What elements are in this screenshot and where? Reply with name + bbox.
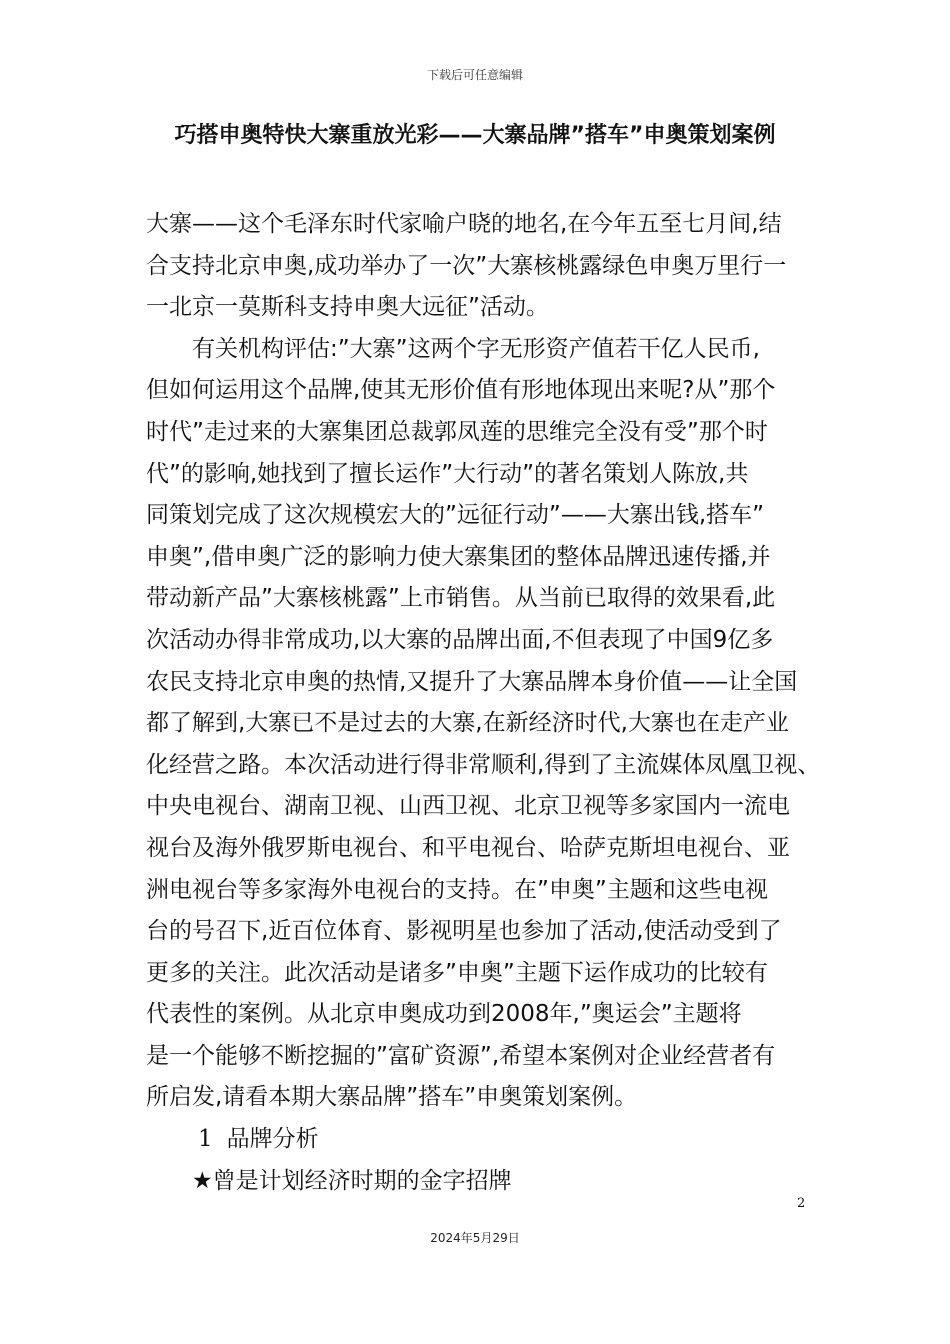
text-line: 视台及海外俄罗斯电视台、和平电视台、哈萨克斯坦电视台、亚 — [146, 834, 790, 861]
text-line: 同策划完成了这次规模宏大的”远征行动”——大寨出钱,搭车” — [146, 502, 765, 529]
page-footer-date: 2024年5月29日 — [430, 1231, 520, 1245]
text-line: 洲电视台等多家海外电视台的支持。在”申奥”主题和这些电视 — [146, 876, 768, 903]
text-line: 申奥”,借申奥广泛的影响力使大寨集团的整体品牌迅速传播,并 — [146, 543, 771, 570]
text-line: 是一个能够不断挖掘的”富矿资源”,希望本案例对企业经营者有 — [146, 1042, 776, 1069]
text-line: 有关机构评估:”大寨”这两个字无形资产值若干亿人民币, — [192, 335, 760, 362]
text-line: 所启发,请看本期大寨品牌”搭车”申奥策划案例。 — [146, 1084, 638, 1111]
paragraph-intro — [146, 204, 810, 329]
text-line: 合支持北京申奥,成功举办了一次”大寨核桃露绿色申奥万里行一 — [146, 252, 787, 279]
text-line: 但如何运用这个品牌,使其无形价值有形地体现出来呢?从”那个 — [146, 377, 776, 404]
text-line: 农民支持北京申奥的热情,又提升了大寨品牌本身价值——让全国 — [146, 668, 798, 695]
star-icon: ★ — [192, 1167, 213, 1194]
paragraph-evaluation — [146, 329, 821, 1119]
document-body — [146, 204, 821, 1202]
text-line: 代”的影响,她找到了擅长运作”大行动”的著名策划人陈放,共 — [146, 460, 749, 487]
text-line: 时代”走过来的大寨集团总裁郭凤莲的思维完全没有受”那个时 — [146, 418, 768, 445]
text-line: 一北京一莫斯科支持申奥大远征”活动。 — [146, 294, 549, 321]
section-heading — [146, 1119, 810, 1161]
section-title: 品牌分析 — [226, 1126, 319, 1153]
bullet-line — [146, 1161, 810, 1203]
text-line: 台的号召下,近百位体育、影视明星也参加了活动,使活动受到了 — [146, 918, 782, 945]
page-header: 下载后可任意编辑 — [426, 68, 523, 82]
document-title: 巧搭申奥特快大寨重放光彩——大寨品牌”搭车”申奥策划案例 — [174, 123, 776, 148]
text-line: 更多的关注。此次活动是诸多”申奥”主题下运作成功的比较有 — [146, 959, 768, 986]
text-line: 大寨——这个毛泽东时代家喻户晓的地名,在今年五至七月间,结 — [146, 211, 782, 237]
text-line: 带动新产品”大寨核桃露”上市销售。从当前已取得的效果看,此 — [146, 585, 776, 612]
section-heading-line — [146, 1119, 810, 1161]
page-number: 2 — [797, 1196, 806, 1211]
bullet-text: 曾是计划经济时期的金字招牌 — [212, 1167, 512, 1194]
text-line: 化经营之路。本次活动进行得非常顺利,得到了主流媒体凤凰卫视、 — [146, 751, 821, 778]
bullet-item — [146, 1161, 810, 1203]
text-line: 都了解到,大寨已不是过去的大寨,在新经济时代,大寨也在走产业 — [146, 710, 789, 737]
text-line: 中央电视台、湖南卫视、山西卫视、北京卫视等多家国内一流电 — [146, 793, 790, 820]
text-line: 次活动办得非常成功,以大寨的品牌出面,不但表现了中国9亿多 — [146, 626, 774, 653]
text-line: 代表性的案例。从北京申奥成功到2008年,”奥运会”主题将 — [146, 1001, 742, 1028]
section-number: 1 — [198, 1126, 213, 1153]
